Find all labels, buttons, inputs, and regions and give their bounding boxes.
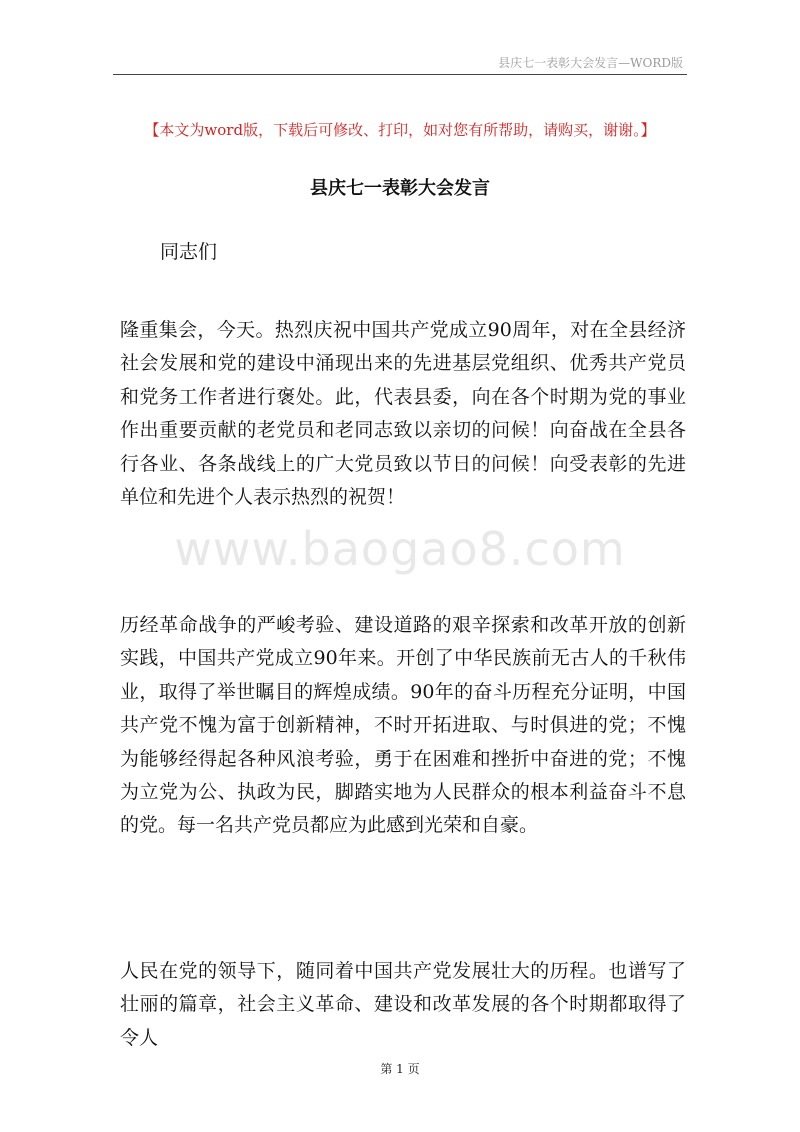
page-number: 第 1 页	[380, 1062, 420, 1076]
header-divider	[113, 74, 687, 75]
salutation: 同志们	[160, 241, 218, 263]
watermark: www.baogao8.com	[174, 522, 626, 576]
document-title: 县庆七一表彰大会发言	[310, 178, 490, 199]
body-paragraph-3: 人民在党的领导下，随同着中国共产党发展壮大的历程。也谱写了壮丽的篇章，社会主义革命、建设和改革发展的各个时期都取得了令人	[120, 960, 686, 1049]
running-header: 县庆七一表彰大会发言—WORD版	[498, 56, 683, 70]
body-paragraph-2: 历经革命战争的严峻考验、建设道路的艰辛探索和改革开放的创新实践，中国共产党成立90年来。开创了中华民族前无古人的千秋伟业，取得了举世瞩目的辉煌成绩。90年的奋斗历程充分证明，中国共产党不愧为富于创新精神，不时开拓进取、与时俱进的党；不愧为能够经得起各种风浪考验，勇于在困难和挫折中奋进的党；不愧为立党为公、执政为民，脚踏实地为人民群众的根本利益奋斗不息的党。每一名共产党员都应为此感到光荣和自豪。	[120, 614, 686, 837]
download-notice: 【本文为word版，下载后可修改、打印，如对您有所帮助，请购买，谢谢。】	[144, 121, 656, 139]
body-paragraph-1: 隆重集会，今天。热烈庆祝中国共产党成立90周年，对在全县经济社会发展和党的建设中涌现出来的先进基层党组织、优秀共产党员和党务工作者进行褒处。此，代表县委，向在各个时期为党的事业作出重要贡献的老党员和老同志致以亲切的问候！向奋战在全县各行各业、各条战线上的广大党员致以节日的问候！向受表彰的先进单位和先进个人表示热烈的祝贺！	[120, 319, 686, 509]
